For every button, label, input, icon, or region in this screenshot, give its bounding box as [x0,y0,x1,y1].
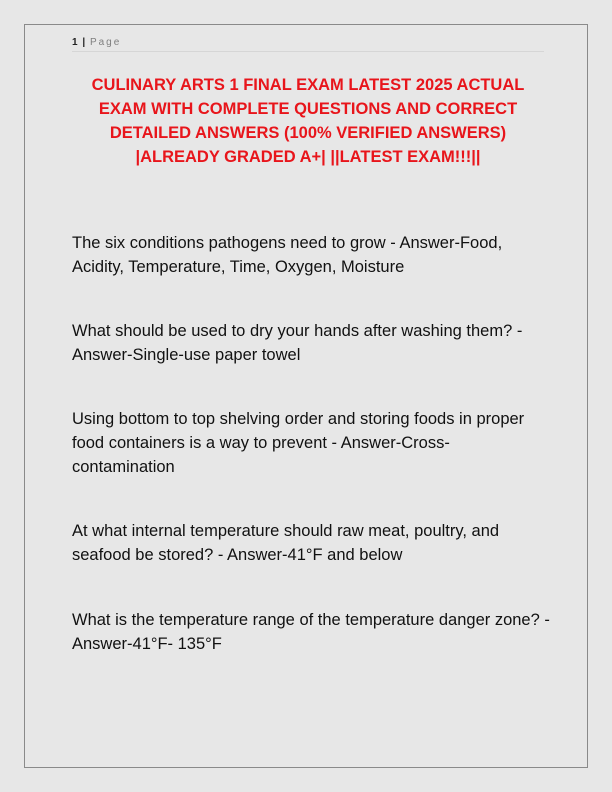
page-label: Page [89,37,122,48]
qa-item-1: The six conditions pathogens need to grow - Answer-Food, Acidity, Temperature, Time, Oxygen, Moisture [72,234,503,276]
qa-item-5: What is the temperature range of the temperature danger zone? - Answer-41°F- 135°F [72,611,550,653]
document-title: CULINARY ARTS 1 FINAL EXAM LATEST 2025 ACTUAL EXAM WITH COMPLETE QUESTIONS AND CORRECT DETAILED ANSWERS (100% VERIFIED ANSWERS) |ALREADY GRADED A+| ||LATEST EXAM!!!|| [91,76,525,166]
qa-item-3: Using bottom to top shelving order and storing foods in proper food containers is a way to prevent - Answer-Cross-contamination [72,410,525,476]
qa-item-2: What should be used to dry your hands after washing them? - Answer-Single-use paper towel [72,322,523,364]
qa-item-4: At what internal temperature should raw meat, poultry, and seafood be stored? - Answer-41°F and below [72,522,500,564]
document-page [24,24,588,768]
page-separator: | [82,37,86,48]
page-number: 1 [72,37,78,48]
page-header [72,36,544,52]
